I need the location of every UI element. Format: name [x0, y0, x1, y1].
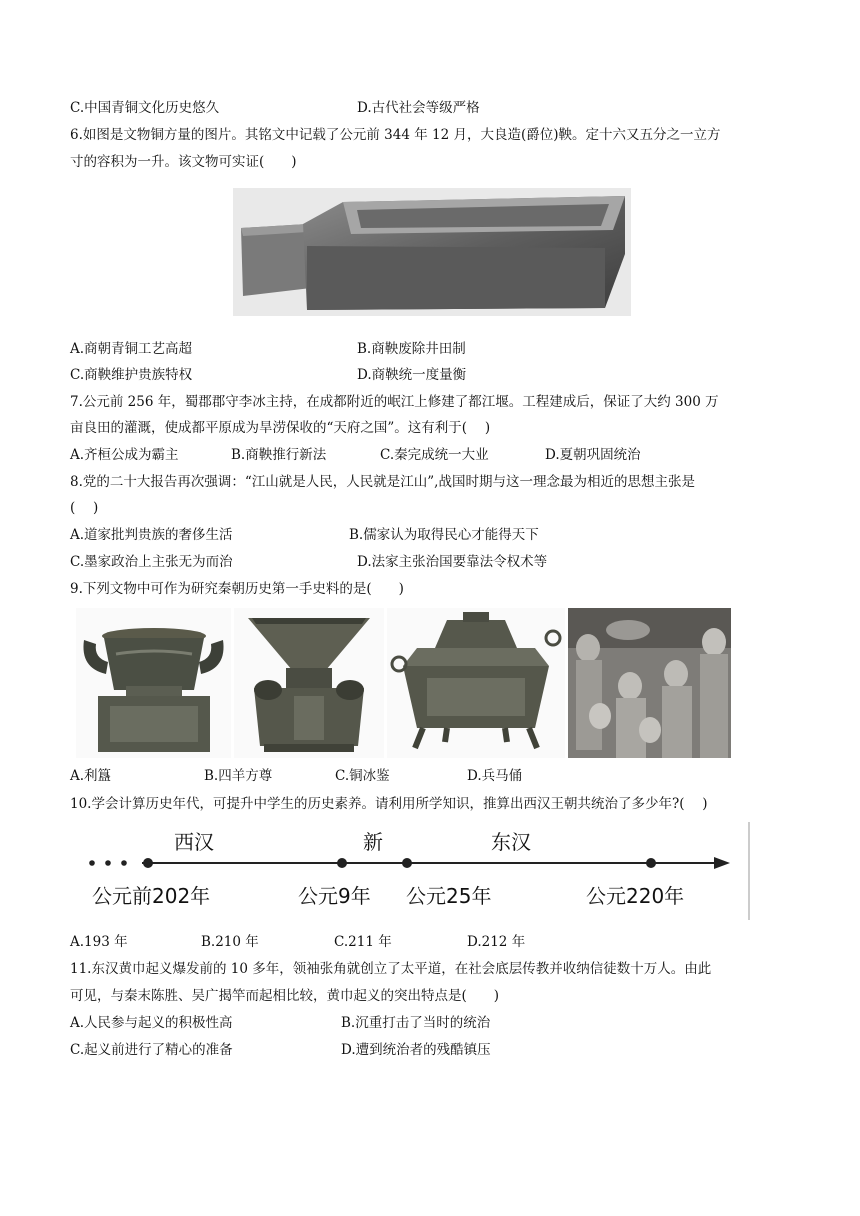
q9-option-a: A.利簋 — [70, 768, 112, 784]
q8-stem-line2: ( ) — [70, 500, 99, 516]
q9-stem-line1: 9.下列文物中可作为研究秦朝历史第一手史料的是( ) — [70, 581, 404, 597]
q6-option-b: B.商鞅废除井田制 — [357, 341, 466, 357]
q6-option-a: A.商朝青铜工艺高超 — [70, 341, 193, 357]
timeline-marker-202bc — [143, 858, 153, 868]
timeline-period-xin: 新 — [363, 830, 383, 854]
q9-option-c: C.铜冰鉴 — [335, 768, 390, 784]
timeline-marker-220ad — [646, 858, 656, 868]
q9-option-b: B.四羊方尊 — [204, 768, 273, 784]
timeline-figure — [70, 820, 752, 924]
q7-option-c: C.秦完成统一大业 — [380, 447, 489, 463]
timeline-dot-1 — [89, 860, 95, 866]
q10-option-b: B.210 年 — [201, 934, 259, 950]
q11-option-c: C.起义前进行了精心的准备 — [70, 1042, 233, 1058]
q6-stem-line2: 寸的容积为一升。该文物可实证( ) — [70, 154, 297, 170]
q9-option-d: D.兵马俑 — [467, 768, 523, 784]
q11-option-d: D.遭到统治者的残酷镇压 — [341, 1042, 491, 1058]
q6-option-d: D.商鞅统一度量衡 — [357, 367, 467, 383]
q6-stem-line1: 6.如图是文物铜方量的图片。其铭文中记载了公元前 344 年 12 月，大良造(爵位)鞅。定十六又五分之一立方 — [70, 127, 721, 143]
timeline-date-9ad: 公元9年 — [298, 884, 371, 908]
timeline-dot-2 — [105, 860, 111, 866]
q10-option-a: A.193 年 — [70, 934, 128, 950]
q7-stem-line2: 亩良田的灌溉，使成都平原成为旱涝保收的“天府之国”。这有利于( ) — [70, 420, 491, 436]
timeline-date-202bc: 公元前202年 — [92, 884, 211, 908]
timeline-period-western-han: 西汉 — [174, 830, 214, 854]
q11-option-a: A.人民参与起义的积极性高 — [70, 1015, 233, 1031]
q11-stem-line2: 可见，与秦末陈胜、吴广揭竿而起相比较，黄巾起义的突出特点是( ) — [70, 988, 500, 1004]
timeline-period-eastern-han: 东汉 — [491, 830, 531, 854]
four-goat-zun-photo — [234, 608, 384, 758]
q5-option-c: C.中国青铜文化历史悠久 — [70, 100, 220, 116]
ligui-photo — [76, 608, 231, 758]
timeline-arrow — [714, 857, 730, 869]
q10-option-d: D.212 年 — [467, 934, 526, 950]
timeline-marker-25ad — [402, 858, 412, 868]
q8-stem-line1: 8.党的二十大报告再次强调：“江山就是人民，人民就是江山”,战国时期与这一理念最为相近的思想主张是 — [70, 474, 695, 490]
q7-stem-line1: 7.公元前 256 年，蜀郡郡守李冰主持，在成都附近的岷江上修建了都江堰。工程建成后，保证了大约 300 万 — [70, 394, 719, 410]
q8-option-c: C.墨家政治上主张无为而治 — [70, 554, 233, 570]
q10-option-c: C.211 年 — [334, 934, 392, 950]
q11-option-b: B.沉重打击了当时的统治 — [341, 1015, 491, 1031]
q6-option-c: C.商鞅维护贵族特权 — [70, 367, 193, 383]
timeline-marker-9ad — [337, 858, 347, 868]
bronze-measure-photo — [233, 188, 631, 316]
q7-option-a: A.齐桓公成为霸主 — [70, 447, 179, 463]
timeline-date-220ad: 公元220年 — [586, 884, 685, 908]
terracotta-warriors-photo — [568, 608, 731, 758]
bronze-jian-photo — [387, 608, 565, 758]
q11-stem-line1: 11.东汉黄巾起义爆发前的 10 多年，领袖张角就创立了太平道，在社会底层传教并收纳信徒数十万人。由此 — [70, 961, 712, 977]
q10-stem-line1: 10.学会计算历史年代，可提升中学生的历史素养。请利用所学知识，推算出西汉王朝共统治了多少年?( ) — [70, 796, 708, 812]
timeline-dot-3 — [121, 860, 127, 866]
q8-option-b: B.儒家认为取得民心才能得天下 — [349, 527, 539, 543]
q5-option-d: D.古代社会等级严格 — [357, 100, 480, 116]
q8-option-a: A.道家批判贵族的奢侈生活 — [70, 527, 233, 543]
q7-option-b: B.商鞅推行新法 — [231, 447, 327, 463]
q8-option-d: D.法家主张治国要靠法令权术等 — [357, 554, 548, 570]
timeline-date-25ad: 公元25年 — [406, 884, 492, 908]
q7-option-d: D.夏朝巩固统治 — [545, 447, 641, 463]
